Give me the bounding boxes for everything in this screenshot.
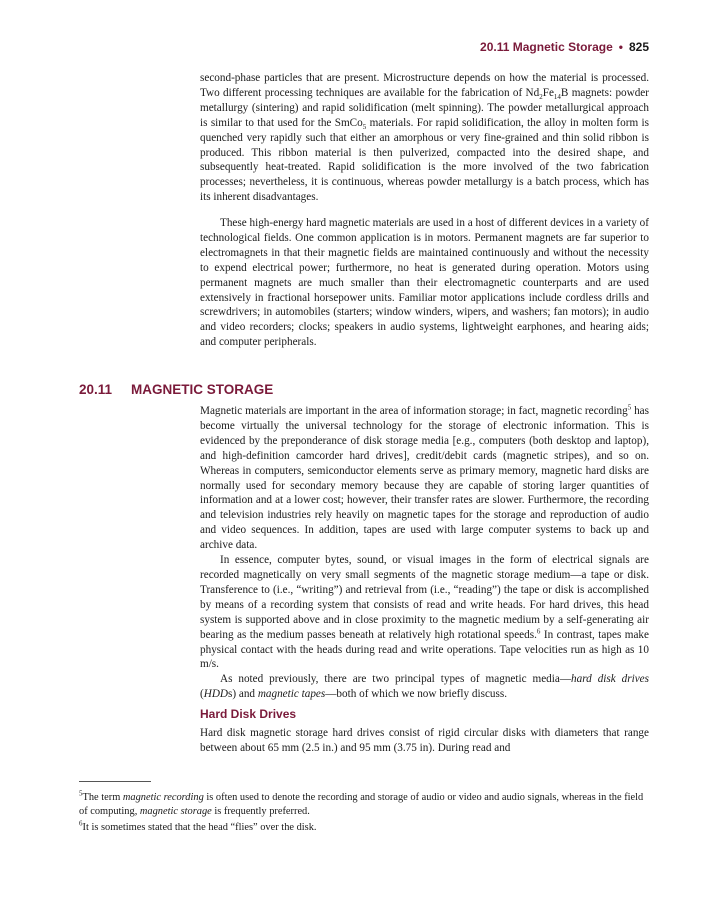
running-head	[480, 40, 649, 54]
section-paragraph-3: As noted previously, there are two principal types of magnetic media—hard disk drives (HDDs) and magnetic tapes—both of which we now briefly discuss.	[200, 673, 649, 701]
page-number: 825	[628, 40, 649, 54]
section-paragraph-4: Hard disk magnetic storage hard drives consist of rigid circular disks with diameters that range between about 65 mm (2.5 in.) and 95 mm (3.75 in). During read and	[200, 727, 649, 754]
section-title: MAGNETIC STORAGE	[131, 382, 274, 397]
intro-paragraph-2: These high-energy hard magnetic materials are used in a host of different devices in a variety of technological fields. One common application is in motors. Permanent magnets are far superior to electromagnets in that their magnetic fields are maintained continuously and without the necessity to expend electrical power; furthermore, no heat is generated during operation. Motors using permanent magnets are much smaller than their electromagnetic counterparts and are used extensively in fractional horsepower units. Familiar motor applications include cordless drills and screwdrivers; in automobiles (starters; window winders, wipers, and washers; fan motors); in audio and video recorders; clocks; speakers in audio systems, lightweight earphones, and hearing aids; and computer peripherals.	[200, 217, 649, 349]
footnote-ref-6: 6	[536, 626, 541, 635]
footnote-6: $^6$It is sometimes stated that the head “flies” over the disk.	[79, 819, 317, 833]
intro-paragraph-1: second-phase particles that are present. Microstructure depends on how the material is processed. Two different processing techniques are available for the fabrication of $Nd_2Fe_{14}B$ magnets: powder metallurgy (sintering) and rapid solidification (melt spinning). The powder metallurgical approach is similar to that used for the SmCo$_5$ materials. For rapid solidification, the alloy in molten form is quenched very rapidly such that either an amorphous or very fine-grained and thin solid ribbon is produced. This ribbon material is then pulverized, compacted into the desired shape, and subsequently heat-treated. Rapid solidification is the more involved of the two fabrication processes; nevertheless, it is continuous, whereas powder metallurgy is a batch process, which has its inherent disadvantages.	[200, 72, 649, 204]
section-heading	[79, 382, 273, 397]
footnote-ref-5: 5	[627, 403, 632, 412]
intro-text	[200, 71, 649, 205]
footnote-5: $^5$The term magnetic recording is often used to denote the recording and storage of audio or video and audio signals, whereas in the field of computing, magnetic storage is frequently preferred.	[79, 789, 644, 817]
section-paragraph-2: In essence, computer bytes, sound, or visual images in the form of electrical signals are recorded magnetically on very small segments of the magnetic storage medium—a tape or disk. Transference to (i.e., “writing”) and retrieval from (i.e., “reading”) the tape or disk is accomplished by means of a recording system that consists of read and write heads. For hard drives, this head system is supported above and in close proximity to the magnetic medium by a self-generating air bearing as the medium passes beneath at relatively high rotational speeds.$^6$ In contrast, tapes make physical contact with the heads during read and write operations. Tape velocities run as high as 10 m/s.	[200, 554, 649, 671]
section-body	[200, 404, 649, 756]
section-paragraph-1: Magnetic materials are important in the area of information storage; in fact, magnetic recording$^5$ has become virtually the universal technology for the storage of electronic information. This is evidenced by the preponderance of disk storage media [e.g., computers (both desktop and laptop), and high-definition camcorder hard drives], credit/debit cards (magnetic stripes), and so on. Whereas in computers, semiconductor elements serve as primary memory, magnetic hard disks are normally used for secondary memory because they are capable of storing larger quantities of information and at a lower cost; however, their transfer rates are slower. Furthermore, the recording and television industries rely heavily on magnetic tapes for the storage and reproduction of audio and video sequences. In addition, tapes are used with large computer systems to back up and archive data.	[200, 403, 649, 552]
intro-text-2	[200, 216, 649, 350]
running-head-section: 20.11 Magnetic Storage	[480, 40, 613, 54]
section-number: 20.11	[79, 382, 113, 397]
footnote-rule	[79, 781, 151, 782]
subsection-title: Hard Disk Drives	[200, 707, 297, 722]
running-head-separator: •	[618, 40, 623, 54]
